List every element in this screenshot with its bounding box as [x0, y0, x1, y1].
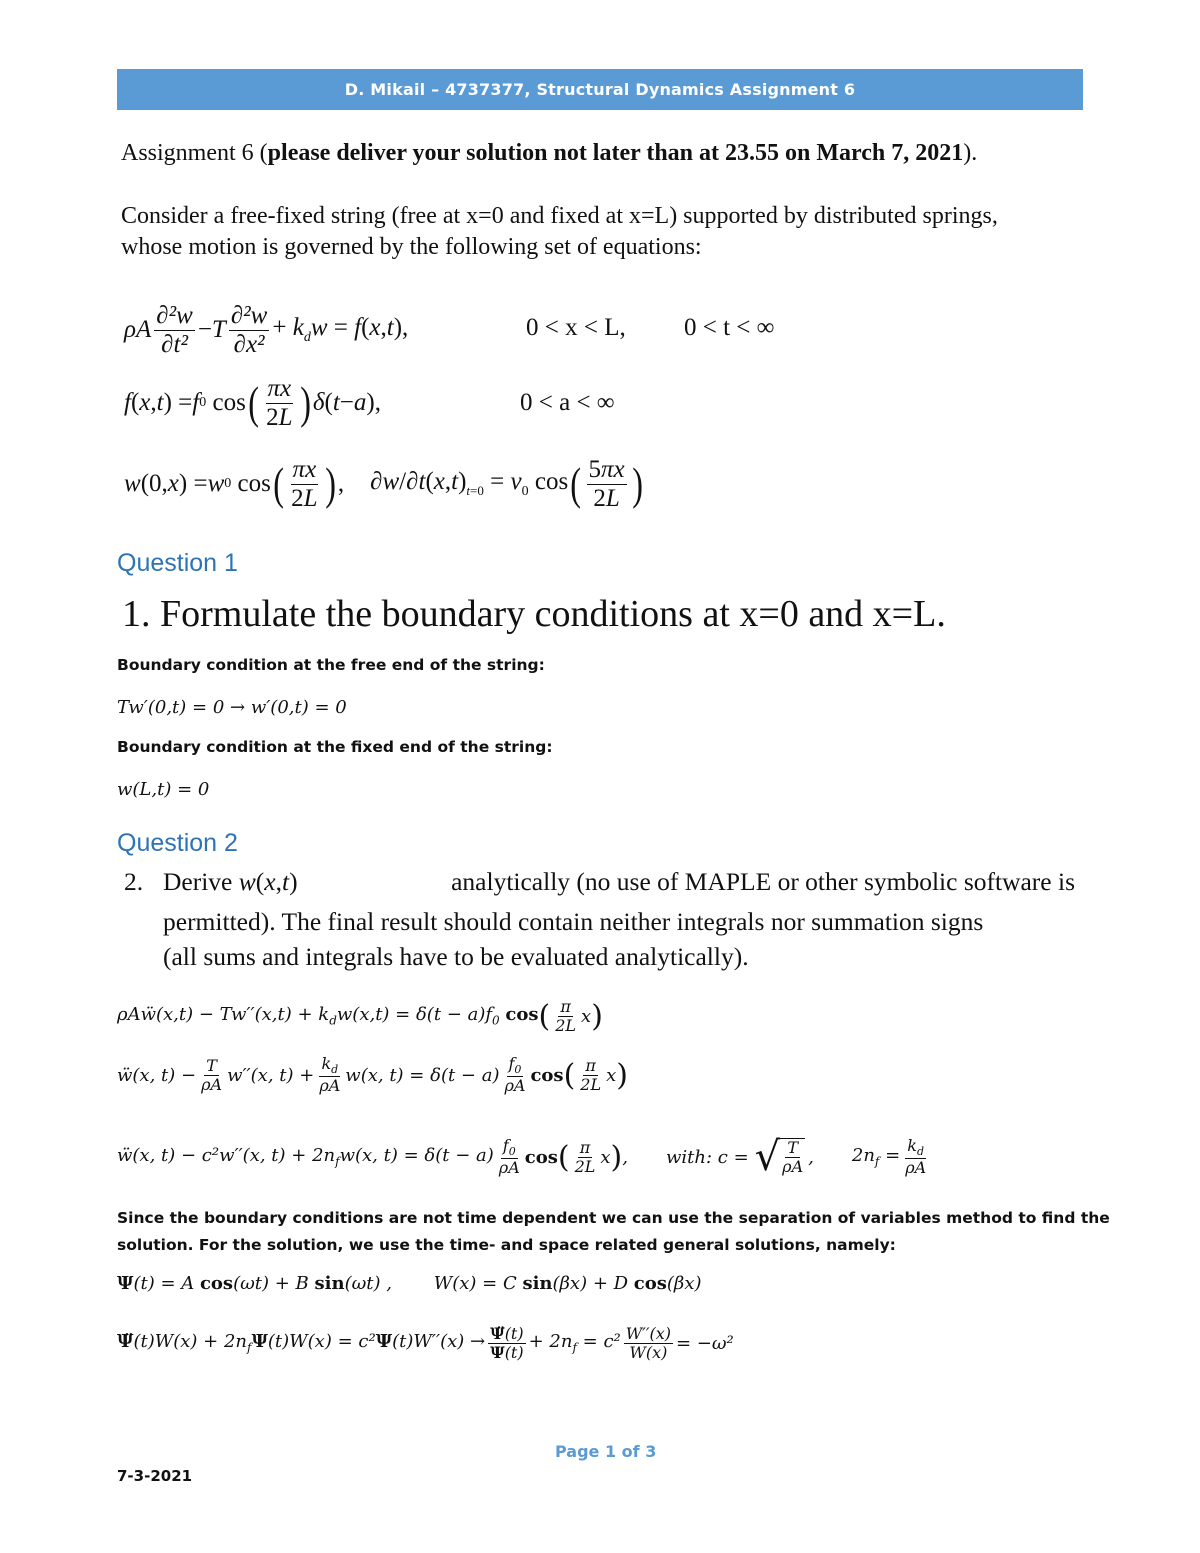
domain-x: 0 < x < L, — [526, 314, 626, 341]
question-1-heading: Question 1 — [117, 549, 238, 577]
free-end-label: Boundary condition at the free end of the string: — [117, 656, 545, 674]
question-2-heading: Question 2 — [117, 829, 238, 857]
separated-equation: Ψ̈(t)W(x) + $2n_f\Psi(t)W(x) = c^2\Psi(t)W''(x)$ → $\frac{\Psï(t)}{\Psi(t)}$ + $2n_f = c^2$ $\frac{W''(x)}{W(x)}$ = −ω² — [117, 1323, 734, 1362]
separation-paragraph: Since the boundary conditions are not time dependent we can use the separation of variables method to find the solution. For the solution, we use the time- and space related general solutions, namely: — [117, 1209, 1110, 1254]
derivation-eq-1: ρAẅ(x,t) − $Tw''(x,t) + k_dw(x,t) = \delta(t - a)f_0$ cos ( $\frac{\pi}{2L}$ x ) — [117, 996, 603, 1035]
fixed-end-equation: w(L,t) = 0 — [117, 779, 210, 800]
domain-a: 0 < a < ∞ — [520, 389, 615, 416]
question-1-task: 1. Formulate the boundary conditions at x=0 and x=L. — [122, 593, 946, 635]
problem-statement: Consider a free-fixed string (free at x=0 and fixed at x=L) supported by distributed springs, whose motion is governed by the following set of equations: — [121, 203, 998, 260]
domain-t: 0 < t < ∞ — [684, 314, 775, 341]
document-header — [117, 69, 1083, 110]
footer-date: 7-3-2021 — [117, 1467, 193, 1485]
forcing-function: f ( x , t ) = f 0 cos ( $\frac{\pi x}{2L}$ ) δ ( t − a ), — [124, 375, 381, 431]
question-2-task: 2. — [124, 867, 144, 896]
initial-conditions: w (0, x ) = w 0 cos ( $\frac{\pi x}{2L}$ ) , $\partial w/\partial t(x,t)_{t=0} = v_0$ cos ( $\frac{5\pi x}{2L}$ ) — [124, 456, 643, 512]
page-number: Page 1 of 3 — [555, 1442, 657, 1461]
equation-of-motion: ρA $\frac{\text{∂²w}}{\text{∂t²}}$ −T $\frac{\text{∂²w}}{\text{∂x²}}$ + $k_dw = f(x,t)$, — [124, 302, 409, 358]
question-2-task-body: Derive w(x,t) analytically (no use of MAPLE or other symbolic software is permitted). The final result should contain neither integrals nor summation signs (all sums and integrals have to be evaluated analytically). — [163, 867, 1075, 971]
assignment-title: Assignment 6 (please deliver your solution not later than at 23.55 on March 7, 2021). — [121, 140, 978, 166]
header-title: D. Mikail – 4737377, Structural Dynamics Assignment 6 — [344, 80, 856, 99]
general-solutions: Ψ(t) = A cos(ωt) + B sin(ωt) , W(x) = C sin(βx) + D cos(βx) — [117, 1273, 702, 1294]
fixed-end-label: Boundary condition at the fixed end of the string: — [117, 738, 553, 756]
derivation-eq-3: ẅ(x, t) − c²w′′(x, $t) + 2n_fw(x$, t) = δ(t − a) $\frac{f_0}{\rho A}$ cos ( $\frac{\pi}{2L}$ x ) , with: c = √ $\frac{T}{\rho A}$ , $2n_f$ = $\frac{k_d}{\rho A}$ — [117, 1134, 927, 1180]
free-end-equation: Tw′(0,t) = 0 → w′(0,t) = 0 — [117, 697, 347, 718]
derivation-eq-2: ẅ(x, t) − $\frac{T}{\rho A}$ w′′(x, t) + $\frac{k_d}{\rho A}$ w(x, t) = δ(t − a) $\frac{f_0}{\rho A}$ cos ( $\frac{\pi}{2L}$ x ) — [117, 1054, 628, 1096]
